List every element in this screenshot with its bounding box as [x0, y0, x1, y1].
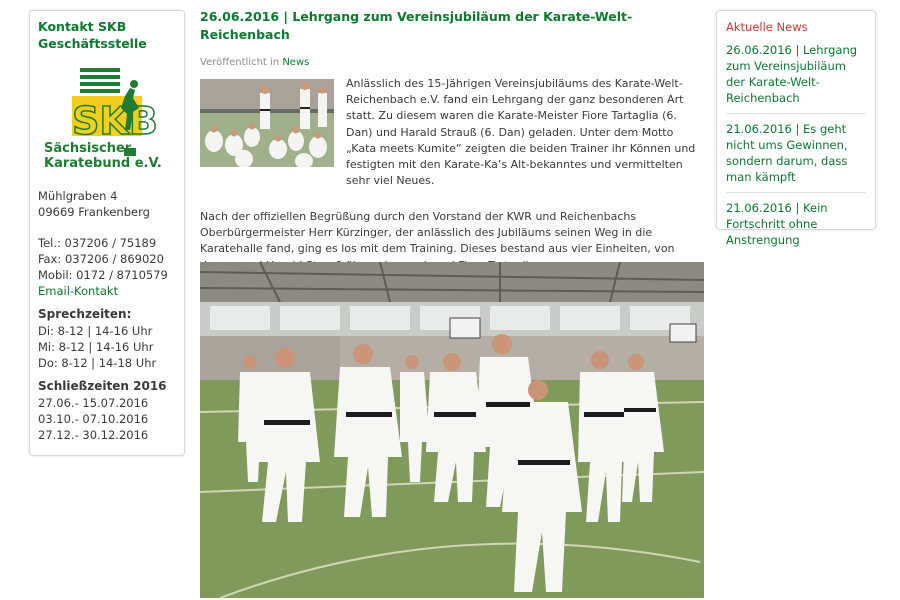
post-intro-text: Anlässlich des 15-Jährigen Vereinsjubiläums des Karate-Welt-Reichenbach e.V. fand ein Lehrgang der ganz besonderen Art statt. Zu diesem waren die Karate-Meister Fiore Tartaglia (6. Dan) und Harald Strauß (6. Dan) geladen. Unter dem Motto „Kata meets Kumite“ zeigten die beiden Trainer ihr Können und festigten mit den Karate-Ka’s Alt-bekanntes und vermittelten sehr viel Neues.: [346, 77, 696, 188]
news-item-link[interactable]: 21.06.2016 | Kein Fortschritt ohne Anstrengung: [726, 201, 828, 247]
fax-number: Fax: 037206 / 869020: [38, 252, 164, 266]
closing-times-row: 03.10.- 07.10.2016: [38, 412, 149, 426]
office-hours-row: Di: 8-12 | 14-16 Uhr: [38, 324, 153, 338]
contact-title-line2: Geschäftsstelle: [38, 36, 147, 51]
mobile-number: Mobil: 0172 / 8710579: [38, 268, 168, 282]
news-item-link[interactable]: 26.06.2016 | Lehrgang zum Vereinsjubiläum der Karate-Welt-Reichenbach: [726, 35, 866, 114]
post-title[interactable]: 26.06.2016 | Lehrgang zum Vereinsjubiläum der Karate-Welt-Reichenbach: [200, 9, 633, 42]
training-photo[interactable]: [200, 262, 704, 598]
news-heading: Aktuelle News: [726, 20, 808, 34]
closing-times-row: 27.06.- 15.07.2016: [38, 396, 149, 410]
office-hours-row: Mi: 8-12 | 14-16 Uhr: [38, 340, 154, 354]
post-paragraph: Nach der offiziellen Begrüßung durch den Vorstand der KWR und Reichenbachs Oberbürgermeister Herr Kürzinger, der anlässlich des Jubiläums seinen Weg in die Karatehalle fand, ging es los mit dem Training. Dieses bestand aus vier Einheiten, von: [200, 210, 675, 256]
office-hours-row: Do: 8-12 | 14-18 Uhr: [38, 356, 157, 370]
skb-logo[interactable]: [42, 66, 162, 174]
post-intro: [200, 77, 706, 188]
published-label: Veröffentlicht in: [200, 57, 280, 68]
email-contact-link[interactable]: Email-Kontakt: [38, 284, 119, 298]
post-meta: [200, 56, 706, 69]
address-street: Mühlgraben 4: [38, 189, 118, 203]
post-thumbnail-photo[interactable]: [200, 79, 334, 167]
logo-letters: SKB: [72, 99, 158, 143]
contact-box: [29, 10, 185, 456]
contact-title-line1: Kontakt SKB: [38, 19, 127, 34]
office-hours-title: Sprechzeiten:: [38, 307, 132, 321]
post-article: [200, 8, 706, 274]
closing-times-title: Schließzeiten 2016: [38, 379, 167, 393]
news-box: [716, 10, 876, 247]
logo-text-line2: Karatebund e.V.: [44, 156, 162, 171]
logo-text-line1: Sächsischer: [44, 141, 132, 156]
news-item-link[interactable]: 21.06.2016 | Es geht nicht ums Gewinnen, sondern darum, dass man kämpft: [726, 114, 866, 193]
closing-times-row: 27.12.- 30.12.2016: [38, 428, 149, 442]
address-city: 09669 Frankenberg: [38, 205, 150, 219]
phone-number: Tel.: 037206 / 75189: [38, 236, 157, 250]
category-link[interactable]: News: [282, 57, 310, 68]
